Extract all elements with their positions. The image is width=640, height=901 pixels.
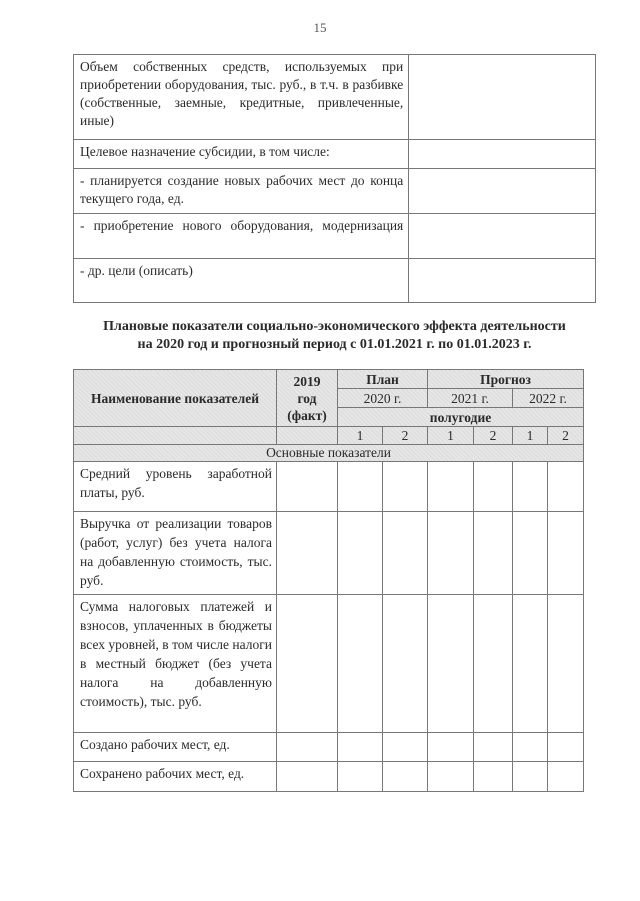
section-title-line-2: на 2020 год и прогнозный период с 01.01.2021 г. по 01.01.2023 г. — [137, 337, 532, 352]
value-cell[interactable] — [513, 512, 548, 595]
value-cell[interactable] — [428, 512, 474, 595]
indicator-name-header: Наименование показателей — [74, 370, 277, 427]
group-row — [74, 445, 584, 462]
blank-header-cell — [74, 427, 277, 445]
value-cell[interactable] — [277, 512, 338, 595]
header-row — [74, 370, 584, 389]
value-cell[interactable] — [277, 733, 338, 762]
value-cell[interactable] — [548, 733, 584, 762]
value-cell[interactable] — [474, 462, 513, 512]
indicator-jobs-saved: Сохранено рабочих мест, ед. — [74, 762, 277, 792]
other-purposes-value-cell[interactable] — [409, 259, 596, 303]
table-row — [74, 733, 584, 762]
value-cell[interactable] — [383, 733, 428, 762]
value-cell[interactable] — [338, 595, 383, 733]
value-cell[interactable] — [338, 462, 383, 512]
table-row — [74, 169, 596, 214]
header-row — [74, 427, 584, 445]
half-2022-2: 2 — [548, 427, 584, 445]
value-cell[interactable] — [428, 762, 474, 792]
half-year-header: полугодие — [338, 408, 584, 427]
plan-header: План — [338, 370, 428, 389]
indicator-jobs-created: Создано рабочих мест, ед. — [74, 733, 277, 762]
value-cell[interactable] — [548, 462, 584, 512]
value-cell[interactable] — [548, 512, 584, 595]
value-cell[interactable] — [383, 762, 428, 792]
value-cell[interactable] — [428, 733, 474, 762]
group-label: Основные показатели — [74, 445, 584, 462]
own-funds-label: Объем собственных средств, используемых при приобретении оборудования, тыс. руб., в т.ч. в разбивке (собственные, заемные, кредитные, привлеченные, иные) — [74, 55, 409, 140]
table-row — [74, 595, 584, 733]
year-2020-header: 2020 г. — [338, 389, 428, 408]
half-2020-1: 1 — [338, 427, 383, 445]
value-cell[interactable] — [338, 762, 383, 792]
value-cell[interactable] — [548, 595, 584, 733]
half-2021-2: 2 — [474, 427, 513, 445]
table-row — [74, 462, 584, 512]
section-title — [73, 318, 596, 354]
value-cell[interactable] — [338, 512, 383, 595]
half-2020-2: 2 — [383, 427, 428, 445]
subsidy-purpose-label: Целевое назначение субсидии, в том числе: — [74, 140, 409, 169]
value-cell[interactable] — [474, 595, 513, 733]
value-cell[interactable] — [513, 762, 548, 792]
year-2021-header: 2021 г. — [428, 389, 513, 408]
other-purposes-label: - др. цели (описать) — [74, 259, 409, 303]
table-row — [74, 762, 584, 792]
subsidy-details-table — [73, 54, 596, 303]
value-cell[interactable] — [338, 733, 383, 762]
new-jobs-label: - планируется создание новых рабочих мест до конца текущего года, ед. — [74, 169, 409, 214]
indicators-table — [73, 369, 584, 792]
value-cell[interactable] — [474, 512, 513, 595]
value-cell[interactable] — [513, 462, 548, 512]
value-cell[interactable] — [513, 733, 548, 762]
value-cell[interactable] — [277, 462, 338, 512]
table-row — [74, 214, 596, 259]
year-2022-header: 2022 г. — [513, 389, 584, 408]
equipment-label: - приобретение нового оборудования, модернизация — [74, 214, 409, 259]
page-number: 15 — [313, 20, 327, 35]
table-row — [74, 55, 596, 140]
blank-header-cell — [277, 427, 338, 445]
forecast-header: Прогноз — [428, 370, 584, 389]
subsidy-purpose-value-cell[interactable] — [409, 140, 596, 169]
own-funds-value-cell[interactable] — [409, 55, 596, 140]
value-cell[interactable] — [474, 762, 513, 792]
section-title-line-1: Плановые показатели социально-экономического эффекта деятельности — [103, 319, 566, 334]
value-cell[interactable] — [474, 733, 513, 762]
value-cell[interactable] — [513, 595, 548, 733]
table-row — [74, 140, 596, 169]
value-cell[interactable] — [277, 595, 338, 733]
table-row — [74, 512, 584, 595]
half-2021-1: 1 — [428, 427, 474, 445]
indicator-revenue: Выручка от реализации товаров (работ, услуг) без учета налога на добавленную стоимость, тыс. руб. — [74, 512, 277, 595]
table-row — [74, 259, 596, 303]
value-cell[interactable] — [277, 762, 338, 792]
fact-2019-header: 2019 год (факт) — [277, 370, 338, 427]
value-cell[interactable] — [428, 462, 474, 512]
indicator-taxes: Сумма налоговых платежей и взносов, уплаченных в бюджеты всех уровней, в том числе налоги в местный бюджет (без учета налога на добавленную стоимость), тыс. руб. — [74, 595, 277, 733]
equipment-value-cell[interactable] — [409, 214, 596, 259]
value-cell[interactable] — [383, 595, 428, 733]
new-jobs-value-cell[interactable] — [409, 169, 596, 214]
value-cell[interactable] — [428, 595, 474, 733]
value-cell[interactable] — [548, 762, 584, 792]
value-cell[interactable] — [383, 512, 428, 595]
value-cell[interactable] — [383, 462, 428, 512]
indicator-salary: Средний уровень заработной платы, руб. — [74, 462, 277, 512]
half-2022-1: 1 — [513, 427, 548, 445]
